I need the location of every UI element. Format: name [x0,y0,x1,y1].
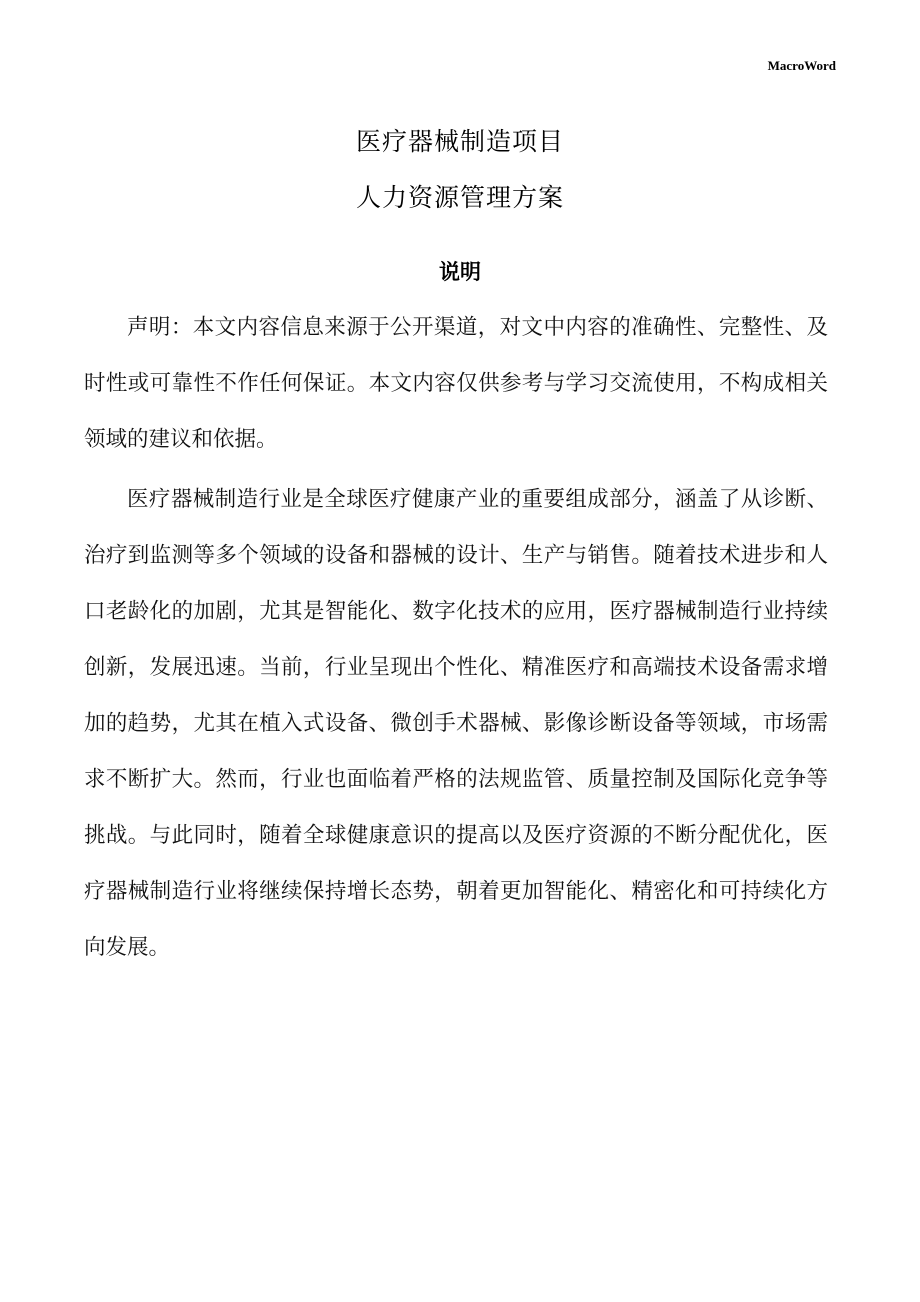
header-brand: MacroWord [767,58,836,73]
industry-overview-paragraph: 医疗器械制造行业是全球医疗健康产业的重要组成部分，涵盖了从诊断、治疗到监测等多个领域的设备和器械的设计、生产与销售。随着技术进步和人口老龄化的加剧，尤其是智能化、数字化技术的应用，医疗器械制造行业持续创新，发展迅速。当前，行业呈现出个性化、精准医疗和高端技术设备需求增加的趋势，尤其在植入式设备、微创手术器械、影像诊断设备等领域，市场需求不断扩大。然而，行业也面临着严格的法规监管、质量控制及国际化竞争等挑战。与此同时，随着全球健康意识的提高以及医疗资源的不断分配优化，医疗器械制造行业将继续保持增长态势，朝着更加智能化、精密化和可持续化方向发展。 [84,487,828,960]
document-title-line-2: 人力资源管理方案 [355,183,564,212]
section-heading: 说明 [439,260,481,284]
document-title-line-1: 医疗器械制造项目 [355,127,564,156]
disclaimer-paragraph: 声明：本文内容信息来源于公开渠道，对文中内容的准确性、完整性、及时性或可靠性不作任何保证。本文内容仅供参考与学习交流使用，不构成相关领域的建议和依据。 [84,315,828,452]
